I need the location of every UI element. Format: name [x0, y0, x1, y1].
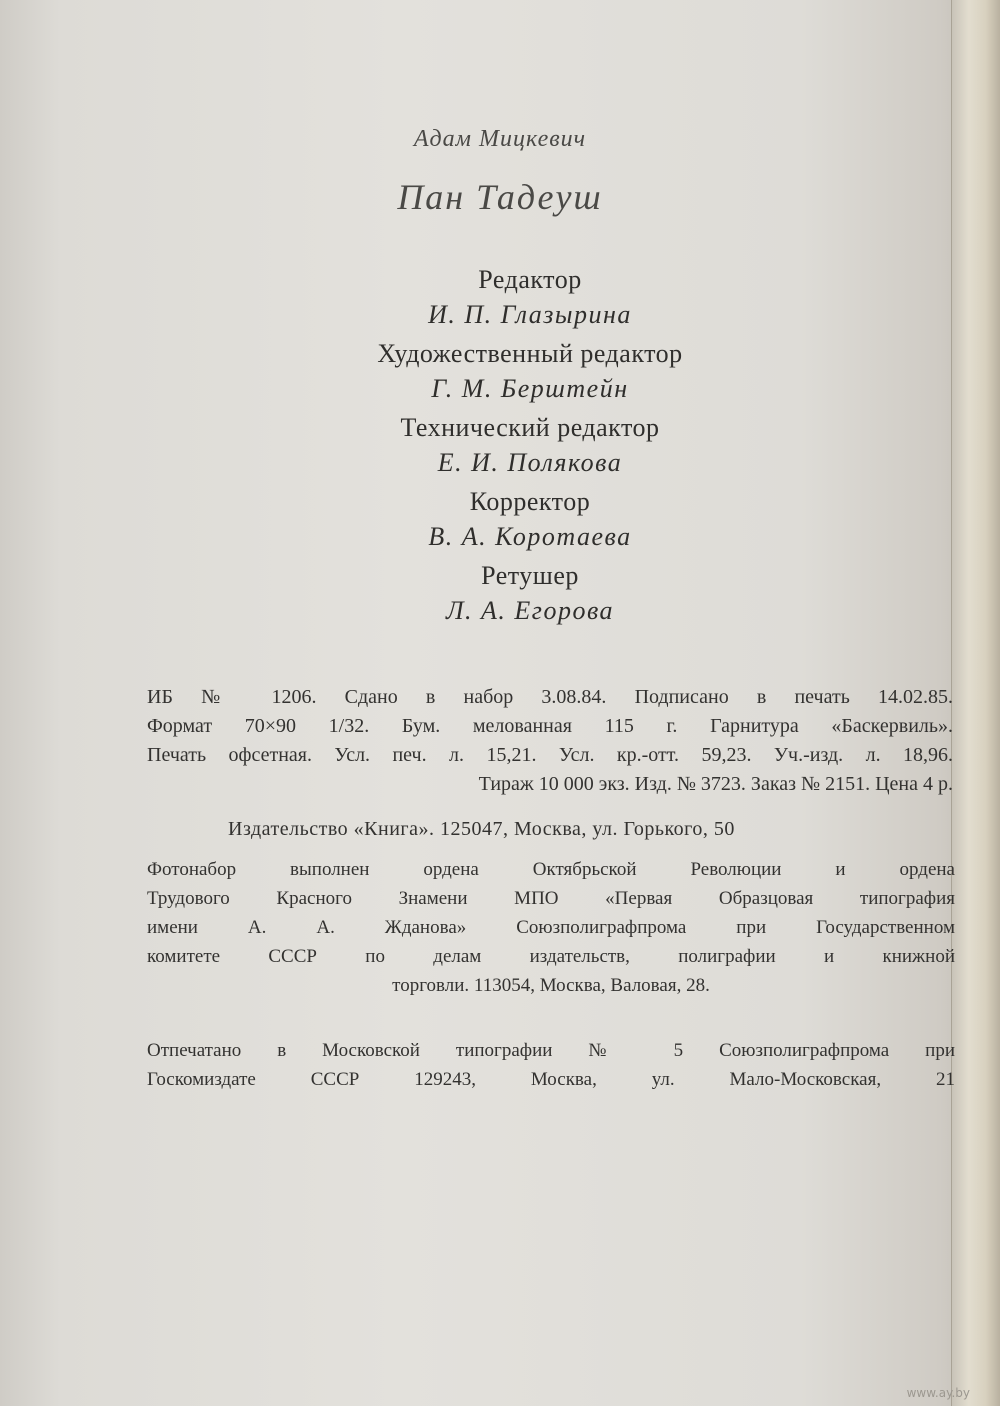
credit-role: Редактор [478, 265, 582, 294]
credit-role: Корректор [469, 487, 591, 516]
credit-person: В. А. Коротаева [428, 522, 632, 551]
watermark: www.ay.by [906, 1386, 970, 1400]
typesetting-line: Трудового Красного Знамени МПО «Первая Образцовая типография [147, 888, 955, 909]
credit-role: Ретушер [481, 561, 579, 590]
imprint-line: ИБ № 1206. Сдано в набор 3.08.84. Подписано в печать 14.02.85. [147, 686, 953, 708]
typesetting-block [147, 855, 955, 1000]
publisher-address: Издательство «Книга». 125047, Москва, ул. Горького, 50 [228, 818, 735, 840]
printing-line: Госкомиздате СССР 129243, Москва, ул. Мало-Московская, 21 [147, 1069, 955, 1090]
book-title: Пан Тадеуш [397, 177, 603, 217]
imprint-block [147, 683, 953, 799]
credit-person: Г. М. Берштейн [431, 374, 629, 403]
typesetting-line: комитете СССР по делам издательств, полиграфии и книжной [147, 946, 955, 967]
typesetting-line: имени А. А. Жданова» Союзполиграфпрома при Государственном [147, 917, 955, 938]
printing-line: Отпечатано в Московской типографии № 5 Союзполиграфпрома при [147, 1040, 955, 1061]
imprint-line: Формат 70×90 1/32. Бум. мелованная 115 г. Гарнитура «Баскервиль». [147, 715, 953, 737]
credit-role: Технический редактор [400, 413, 660, 442]
author-name: Адам Мицкевич [413, 126, 587, 152]
credits-list [0, 262, 1000, 632]
typesetting-line: Фотонабор выполнен ордена Октябрьской Революции и ордена [147, 859, 955, 880]
credit-role: Художественный редактор [377, 339, 683, 368]
imprint-line: Печать офсетная. Усл. печ. л. 15,21. Усл. кр.-отт. 59,23. Уч.-изд. л. 18,96. [147, 744, 953, 766]
credit-person: И. П. Глазырина [428, 300, 632, 329]
printing-block [147, 1036, 955, 1094]
typesetting-line: торговли. 113054, Москва, Валовая, 28. [392, 975, 710, 996]
imprint-line: Тираж 10 000 экз. Изд. № 3723. Заказ № 2151. Цена 4 р. [478, 773, 953, 795]
credit-person: Л. А. Егорова [445, 596, 615, 625]
credit-person: Е. И. Полякова [437, 448, 623, 477]
